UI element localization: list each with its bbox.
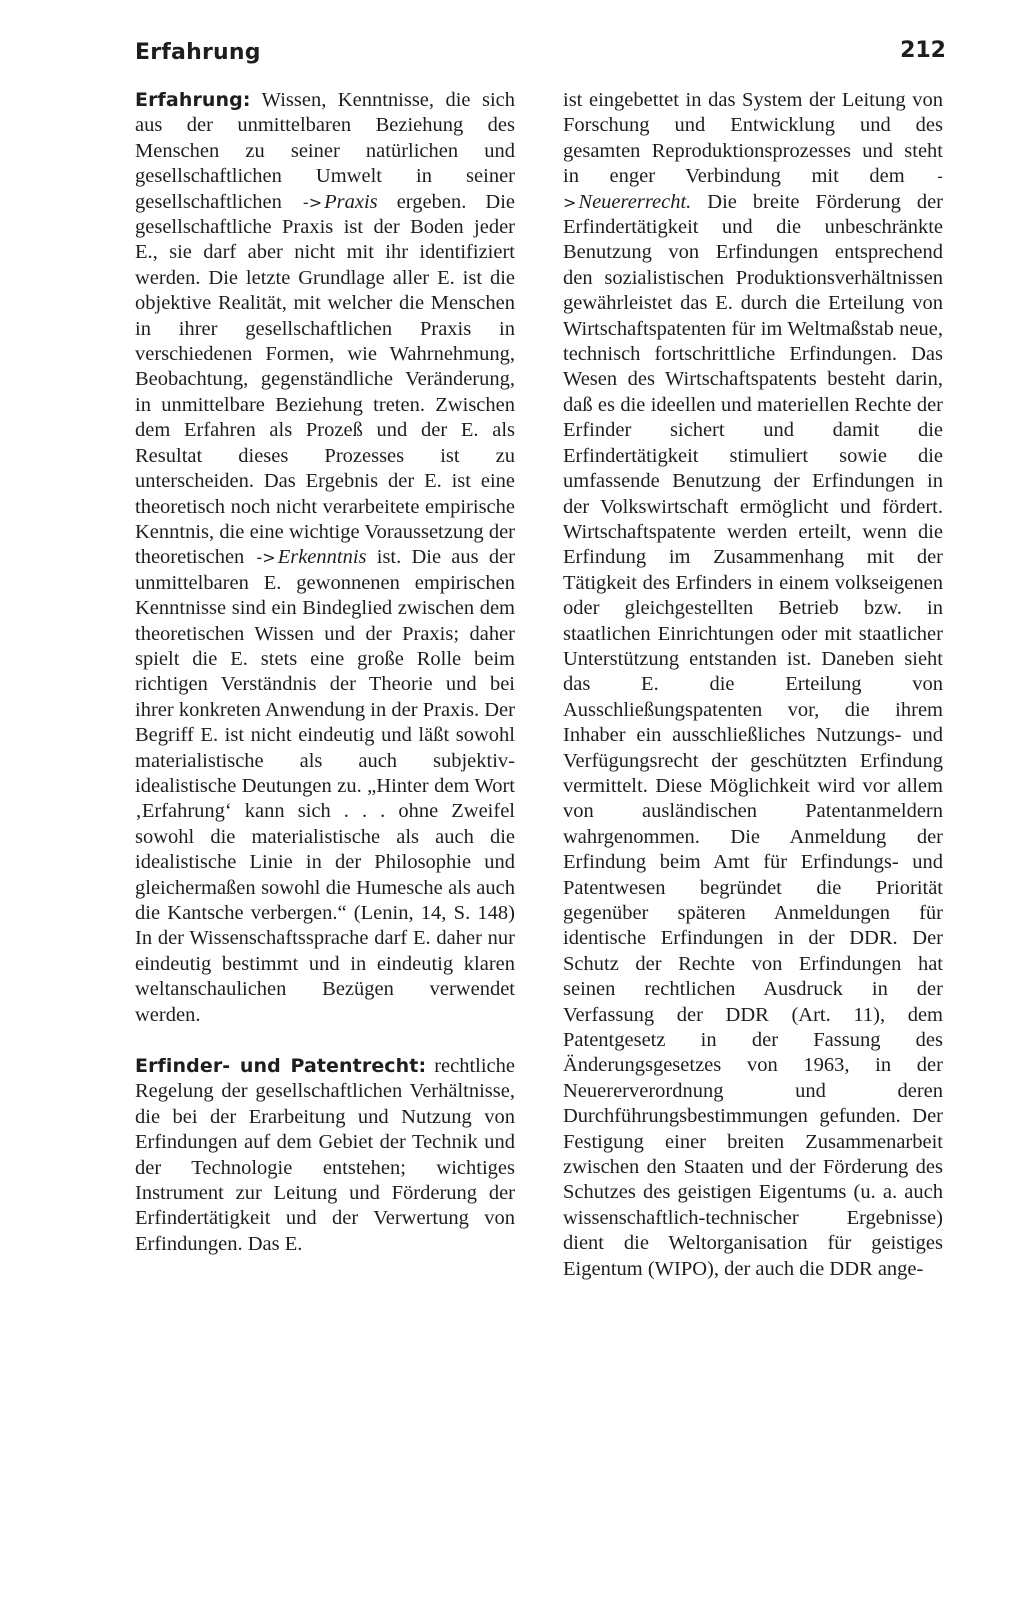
cross-reference-arrow-icon: -> — [256, 548, 276, 568]
right-column — [563, 88, 943, 1308]
entry-text: Die breite Förderung der Erfindertätigkeit und die unbeschränkte Benutzung von Erfindungen entsprechend den sozialistischen Produktionsverhältnissen gewährleistet das E. durch die Erteilung von Wirtschaftspatenten für im Weltmaßstab neue, technisch fortschrittliche Erfindungen. Das Wesen des Wirtschaftspatents besteht darin, daß es die ideellen und materiellen Rechte der Erfinder sichert und damit die Erfindertätigkeit stimuliert sowie die umfassende Benutzung der Erfindungen in der Volkswirtschaft ermöglicht und fördert. Wirtschaftspatente werden erteilt, wenn die Erfindung im Zusammenhang mit der Tätigkeit des Erfinders in einem volkseigenen oder gleichgestellten Betrieb bzw. in staatlichen Einrichtungen oder mit staatlicher Unterstützung entstanden ist. Daneben sieht das E. die Erteilung von Ausschließungspatenten vor, die ihrem Inhaber ein ausschließliches Nutzungs- und Verfügungsrecht der geschützten Erfindung vermittelt. Diese Möglichkeit wird vor allem von ausländischen Patentanmeldern wahrgenommen. Die Anmeldung der Erfindung beim Amt für Erfindungs- und Patentwesen begründet die Priorität gegenüber späteren Anmeldungen für identische Erfindungen in der DDR. Der Schutz der Rechte von Erfindungen hat seinen rechtlichen Ausdruck in der Verfassung der DDR (Art. 11), dem Patentgesetz in der Fassung des Änderungsgesetzes von 1963, in der Neuererverordnung und deren Durchführungsbestimmungen gefunden. Der Festigung einer breiten Zusammenarbeit zwischen den Staaten und der Förderung des Schutzes des geistigen Eigentums (u. a. auch wissenschaftlich-technischer Ergebnisse) dient die Weltorganisation für geistiges Eigentum (WIPO), der auch die DDR ange- — [563, 190, 943, 1280]
entry-text: ergeben. Die gesellschaftliche Praxis ist der Boden jeder E., sie darf aber nicht mit ihr identifiziert werden. Die letzte Grundlage aller E. ist die objektive Realität, mit welcher die Menschen in ihrer gesellschaftlichen Praxis in verschiedenen Formen, wie Wahrnehmung, Beobachtung, gegenständliche Veränderung, in unmittelbare Beziehung treten. Zwischen dem Erfahren als Prozeß und der E. als Resultat dieses Prozesses ist zu unterscheiden. Das Ergebnis der E. ist eine theoretisch noch nicht verarbeitete empirische Kenntnis, die eine wichtige Voraussetzung der theoretischen — [135, 190, 515, 569]
cross-reference-neuererrecht[interactable]: Neuererrecht. — [578, 190, 692, 213]
cross-reference-praxis[interactable]: Praxis — [324, 190, 378, 213]
cross-reference-arrow-icon: -> — [563, 167, 943, 212]
entry-text: rechtliche Regelung der gesellschaftlichen Verhältnisse, die bei der Erarbeitung und Nutzung von Erfindungen auf dem Gebiet der Technik und der Technologie entstehen; wichtiges Instrument zur Leitung und Förderung der Erfindertätigkeit und der Verwertung von Erfindungen. Das E. — [135, 1055, 516, 1255]
entry-text: ist. Die aus der unmittelbaren E. gewonnenen empirischen Kenntnisse sind ein Bindeglied zwischen dem theoretischen Wissen und der Praxis; daher spielt die E. stets eine große Rolle beim richtigen Verständnis der Theorie und bei ihrer konkreten Anwendung in der Praxis. Der Begriff E. ist nicht eindeutig und läßt sowohl materialistische als auch subjektiv-idealistische Deutungen zu. „Hinter dem Wort ‚Erfahrung‘ kann sich . . . ohne Zweifel sowohl die materialistische als auch die idealistische Linie in der Philosophie und gleichermaßen sowohl die Humesche als auch die Kantsche verbergen.“ (Lenin, 14, S. 148) In der Wissenschaftssprache darf E. daher nur eindeutig bestimmt und in eindeutig klaren weltanschaulichen Bezügen verwendet werden. — [135, 546, 515, 1026]
cross-reference-arrow-icon: -> — [302, 192, 323, 212]
left-column — [135, 88, 515, 1283]
entry-body-continued — [563, 88, 943, 1282]
entry-text: ist eingebettet in das System der Leitung von Forschung und Entwicklung und des gesamten Reproduktionsprozesses und steht in enger Verbindung mit dem — [563, 89, 943, 188]
entry-erfinder-und-patentrecht — [135, 1054, 515, 1257]
entry-text: Wissen, Kenntnisse, die sich aus der unmittelbaren Beziehung des Menschen zu seiner natürlichen und gesellschaftlichen Umwelt in seiner gesellschaftlichen — [135, 89, 515, 213]
entry-term: Erfahrung: — [135, 89, 251, 111]
page-number: 212 — [900, 38, 946, 63]
entry-erfinder-und-patentrecht-continued — [563, 88, 943, 1282]
entry-erfahrung — [135, 88, 515, 1028]
cross-reference-erkenntnis[interactable]: Erkenntnis — [277, 546, 367, 569]
entry-body — [135, 88, 515, 1028]
entry-term: Erfinder- und Patentrecht: — [135, 1055, 427, 1078]
entry-body — [135, 1054, 515, 1257]
running-head: Erfahrung — [135, 40, 261, 65]
